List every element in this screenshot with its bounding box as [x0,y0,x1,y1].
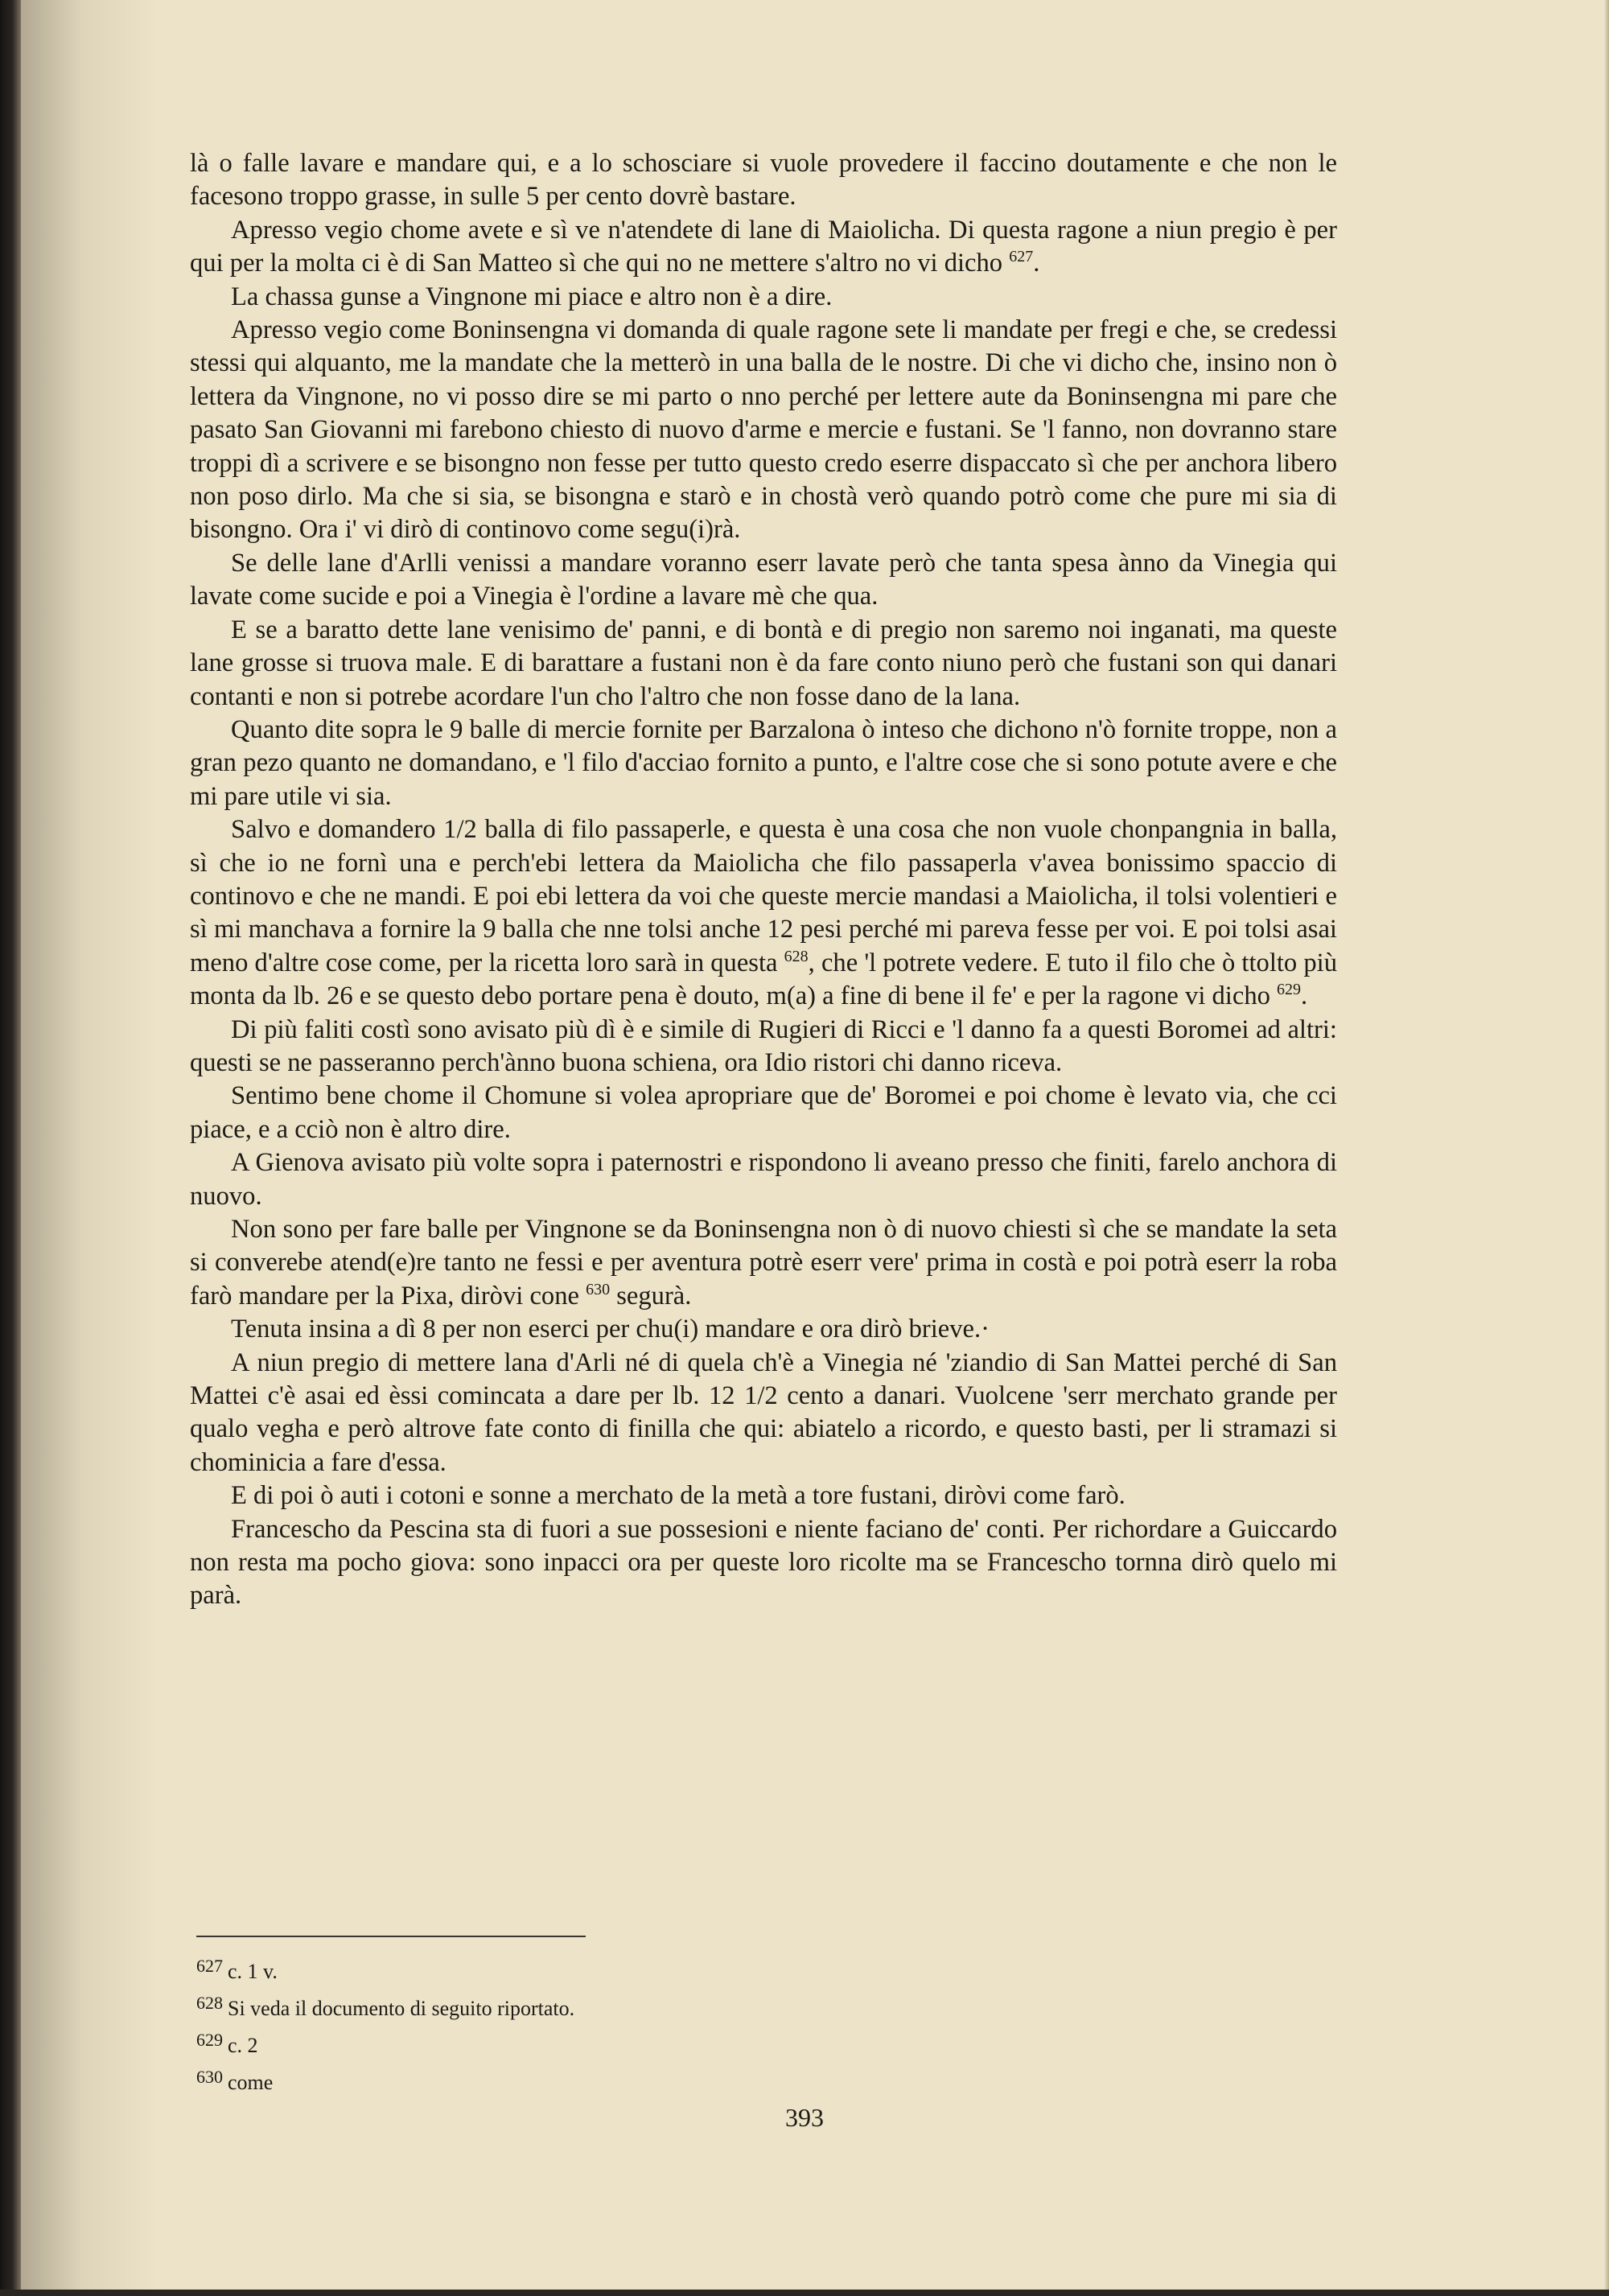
paragraph: La chassa gunse a Vingnone mi piace e altro non è a dire. [231,282,833,311]
footnote-text: Si veda il documento di seguito riportato. [228,1997,575,2020]
paragraph: Se delle lane d'Arlli venissi a mandare voranno eserr lavate però che tanta spesa ànno da Vinegia qui lavate come sucide e poi a Vinegia è l'ordine a lavare mè che qua. [190,548,1337,611]
page-number: 393 [785,2103,824,2132]
paragraph: Apresso vegio chome avete e sì ve n'atendete di lane di Maiolicha. Di questa ragone a niun pregio è per qui per la molta ci è di San Matteo sì che qui no ne mettere s'altro no vi dicho $^{627}$. [190,215,1337,278]
footnote-text: come [228,2071,274,2094]
gutter-shadow [21,0,158,2296]
paragraph: Apresso vegio come Boninsengna vi domanda di quale ragone sete li mandate per fregi e che, se credessi stessi qui alquanto, me la mandate che la metterò in una balla de le nostre. Di che vi dicho che, insino non ò lettera da Vingnone, no vi posso dire se mi parto o nno perché per lettere aute da Boninsengna mi pare che pasato San Giovanni mi farebono chiesto di nuovo d'arme e mercie e fustani. Se 'l fanno, non dovranno stare troppi dì a scrivere e se bisongno non fesse per tutto questo credo eserre dispaccato sì che per anchora libero non poso dirlo. Ma che si sia, se bisongna e starò e in chostà verò quando potrò come che pure mi sia di bisongno. Ora i' vi dirò di continovo come segu(i)rà. [190,315,1337,545]
footnote-text: c. 2 [228,2034,258,2057]
paragraph: Francescho da Pescina sta di fuori a sue possesioni e niente faciano de' conti. Per richordare a Guiccardo non resta ma pocho giova: sono inpacci ora per queste loro ricolte ma se Francescho tornna dirò quelo mi parà. [190,1514,1337,1611]
footnote-number: 628 [196,1993,223,2013]
book-spine-shadow [0,0,21,2296]
paragraph: A Gienova avisato più volte sopra i paternostri e rispondono li aveano presso che finiti, farelo anchora di nuovo. [190,1148,1337,1211]
paragraph: Non sono per fare balle per Vingnone se da Boninsengna non ò di nuovo chiesti sì che se mandate la seta si converebe atend(e)re tanto ne fessi e per aventura potrè eserr vere' prima in costà e poi potrà eserr la roba farò mandare per la Pixa, diròvi cone $^{630}$ segurà. [190,1215,1337,1311]
footnote-ref: 629 [1277,981,1302,999]
footnote-ref: 627 [1009,248,1034,266]
paragraph: E se a baratto dette lane venisimo de' panni, e di bontà e di pregio non saremo noi inganati, ma queste lane grosse si truova male. E di barattare a fustani non è da fare conto niuno però che fustani son qui danari contanti e non si potrebe acordare l'un cho l'altro che non fosse dano de la lana. [190,615,1337,711]
paragraph: Salvo e domandero 1/2 balla di filo passaperle, e questa è una cosa che non vuole chonpangnia in balla, sì che io ne fornì una e perch'ebi lettera da Maiolicha che filo passaperla v'avea bonissimo spaccio di continovo e che ne mandi. E poi ebi lettera da voi che queste mercie mandasi a Maiolicha, il tolsi volentieri e sì mi manchava a fornire la 9 balla che nne tolsi anche 12 pesi perché mi pareva fesse per voi. E poi tolsi asai meno d'altre cose come, per la ricetta loro sarà in questa $^{628}$, che 'l potrete vedere. E tuto il filo che ò ttolto più monta da lb. 26 e se questo debo portare pena è douto, m(a) a fine di bene il fe' e per la ragone vi dicho $^{629}$. [190,815,1337,1011]
footnote-number: 630 [196,2067,223,2087]
footnote-number: 629 [196,2030,223,2050]
paragraph: Tenuta insina a dì 8 per non eserci per chu(i) mandare e ora dirò brieve.· [231,1315,990,1344]
footnote-ref: 628 [784,947,809,965]
footnote-number: 627 [196,1956,223,1976]
footnotes [196,1950,920,2098]
paragraph: A niun pregio di mettere lana d'Arli né di quela ch'è a Vinegia né 'ziandio di San Mattei perché di San Mattei c'è asai ed èssi comincata a dare per lb. 12 1/2 cento a danari. Vuolcene 'serr merchato grande per qualo vegha e però altrove fate conto di finilla che qui: abiatelo a ricordo, e questo basti, per li stramazi si chominicia a fare d'essa. [190,1348,1337,1477]
bottom-edge [0,2290,1609,2296]
main-text [190,147,1337,1613]
footnote [196,1950,920,1987]
page-edge [1604,0,1609,2296]
paragraph: Di più faliti costì sono avisato più dì è e simile di Rugieri di Ricci e 'l danno fa a questi Boromei ad altri: questi se ne passeranno perch'ànno buona schiena, ora Idio ristori chi danno riceva. [190,1014,1337,1077]
paragraph: E di poi ò auti i cotoni e sonne a merchato de la metà a tore fustani, diròvi come farò. [231,1481,1125,1511]
footnote [196,1987,920,2024]
footnote-separator [196,1936,586,1937]
footnote-text: c. 1 v. [228,1960,278,1983]
paragraph: Sentimo bene chome il Chomune si volea apropriare que de' Boromei e poi chome è levato via, che cci piace, e a cciò non è altro dire. [190,1081,1337,1144]
footnote [196,2061,920,2098]
paragraph: là o falle lavare e mandare qui, e a lo schosciare si vuole provedere il faccino doutamente e che non le facesono troppo grasse, in sulle 5 per cento dovrè bastare. [190,149,1337,212]
footnote-ref: 630 [586,1280,611,1298]
paragraph: Quanto dite sopra le 9 balle di mercie fornite per Barzalona ò inteso che dichono n'ò fornite troppe, non a gran pezo quanto ne domandano, e 'l filo d'acciao fornito a punto, e l'altre cose che si sono potute avere e che mi pare utile vi sia. [190,714,1337,811]
footnote [196,2024,920,2061]
